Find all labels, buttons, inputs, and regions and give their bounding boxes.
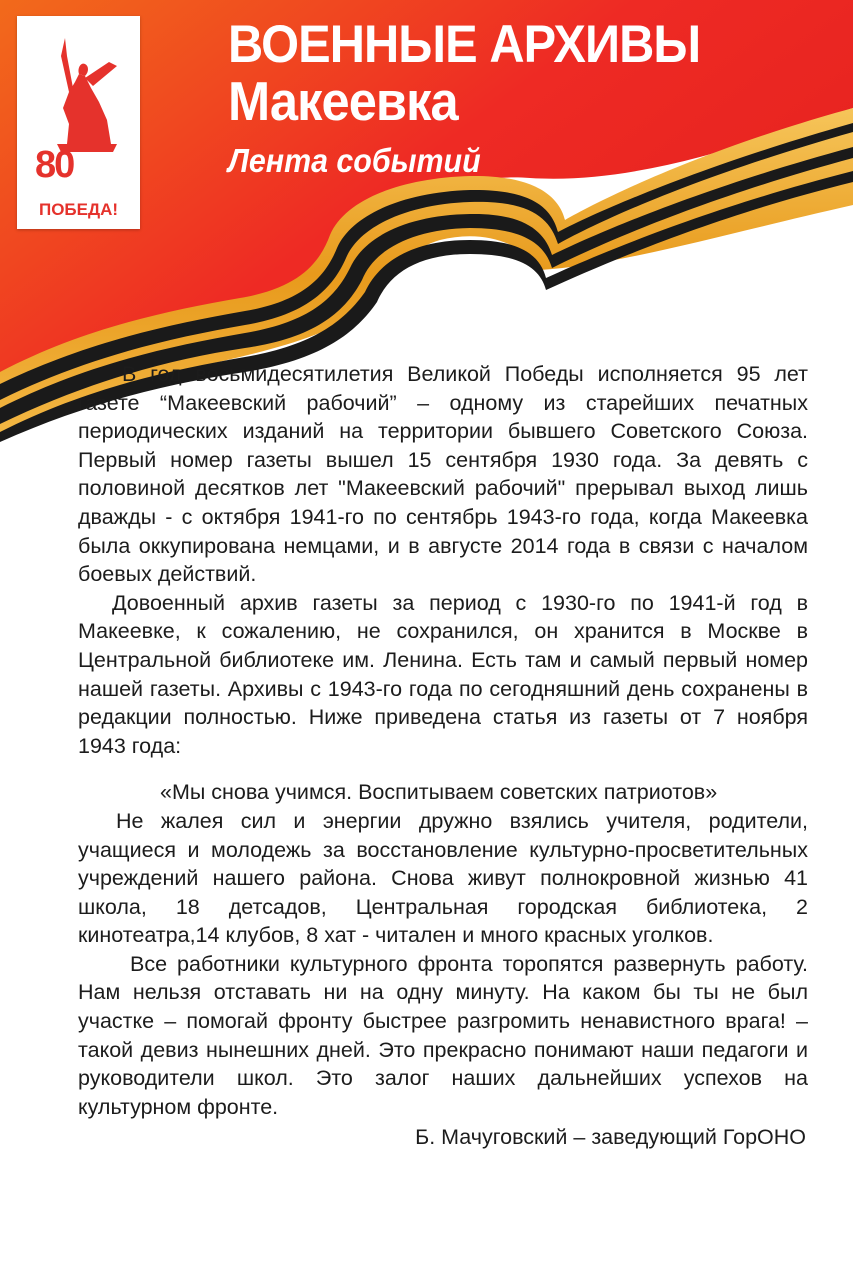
quoted-paragraph-1: Не жалея сил и энергии дружно взялись учителя, родители, учащиеся и молодежь за восстановление культурно-просветительных учреждений нашего района. Снова живут полнокровной жизнью 41 школа, 18 детсадов, Центральная городская библиотека, 2 кинотеатра,14 клубов, 8 хат - читален и много красных уголков. bbox=[78, 808, 808, 948]
page-title: ВОЕННЫЕ АРХИВЫ bbox=[228, 15, 701, 74]
city-title: Макеевка bbox=[228, 70, 458, 132]
motherland-statue-icon bbox=[17, 16, 140, 229]
logo-number: 80 bbox=[35, 144, 74, 186]
article-paragraph-archive: Довоенный архив газеты за период с 1930-го по 1941-й год в Макеевке, к сожалению, не сохранился, он хранится в Москве в Центральной библиотеке им. Ленина. Есть там и самый первый номер нашей газеты. Архивы с 1943-го года по сегодняшний день сохранены в редакции полностью. Ниже приведена статья из газеты от 7 ноября 1943 года: bbox=[78, 590, 808, 758]
article-body bbox=[78, 360, 808, 1152]
quoted-paragraph-2: Все работники культурного фронта торопятся развернуть работу. Нам нельзя отставать ни на одну минуту. На каком бы ты не был участке – помогай фронту быстрее разгромить ненавистного врага! – такой девиз нынешних дней. Это прекрасно понимают наши педагоги и руководители школ. Это залог наших дальнейших успехов на культурном фронте. bbox=[78, 951, 808, 1119]
quoted-article-title: «Мы снова учимся. Воспитываем советских патриотов» bbox=[160, 780, 718, 805]
logo-caption: ПОБЕДА! bbox=[38, 200, 119, 219]
victory-80-logo bbox=[17, 16, 140, 229]
article-signature: Б. Мачуговский – заведующий ГорОНО bbox=[415, 1125, 806, 1150]
article-paragraph-intro: В год восьмидесятилетия Великой Победы исполняется 95 лет газете “Макеевский рабочий” – одному из старейших печатных периодических изданий на территории бывшего Советского Союза. Первый номер газеты вышел 15 сентября 1930 года. За девять с половиной десятков лет "Макеевский рабочий" прерывал выход лишь дважды - с октября 1941-го по сентябрь 1943-го года, когда Макеевка была оккупирована немцами, и в августе 2014 года в связи с началом боевых действий. bbox=[78, 362, 808, 587]
page-subtitle: Лента событий bbox=[228, 142, 481, 179]
